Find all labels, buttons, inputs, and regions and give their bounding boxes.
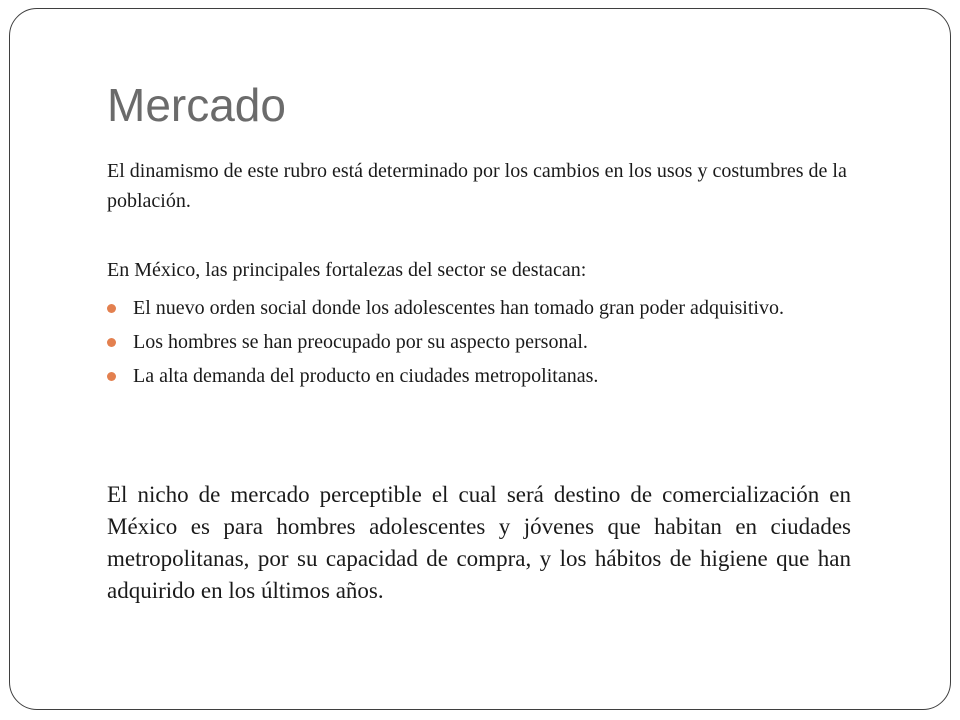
bullet-text: El nuevo orden social donde los adolescentes han tomado gran poder adquisitivo. (133, 297, 784, 319)
lead-paragraph: En México, las principales fortalezas del sector se destacan: (107, 259, 587, 281)
bullet-list (107, 293, 851, 395)
bullet-item (107, 327, 851, 357)
bullet-dot-icon (107, 338, 116, 347)
intro-paragraph: El dinamismo de este rubro está determinado por los cambios en los usos y costumbres de la población. (107, 160, 847, 212)
bullet-dot-icon (107, 372, 116, 381)
closing-paragraph: El nicho de mercado perceptible el cual será destino de comercialización en México es para hombres adolescentes y jóvenes que habitan en ciudades metropolitanas, por su capacidad de compra, y los hábitos de higiene que han adquirido en los últimos años. (107, 482, 851, 603)
bullet-text: La alta demanda del producto en ciudades metropolitanas. (133, 365, 599, 387)
slide-title: Mercado (107, 79, 286, 131)
bullet-item (107, 293, 851, 323)
bullet-text: Los hombres se han preocupado por su aspecto personal. (133, 331, 588, 353)
bullet-dot-icon (107, 304, 116, 313)
bullet-item (107, 361, 851, 391)
